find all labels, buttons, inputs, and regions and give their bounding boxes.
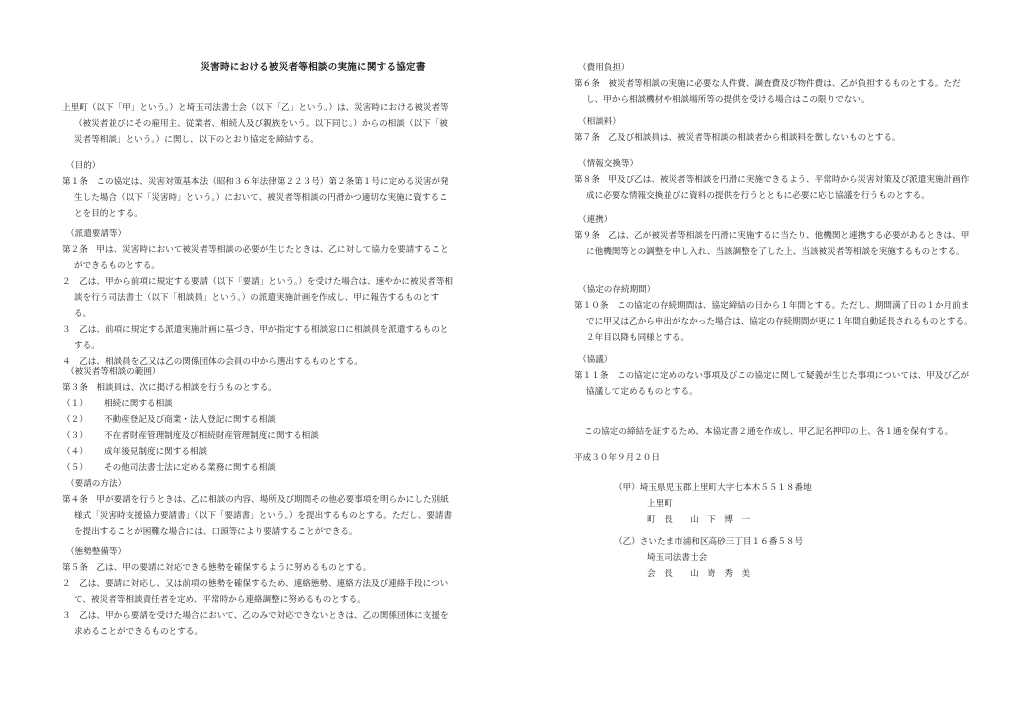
article-3-item: （３） 不在者財産管理制度及び相続財産管理制度に関する相談 — [62, 431, 319, 441]
article-5-para-1: 第５条 乙は、甲の要請に対応できる態勢を確保するように努めるものとする。 — [62, 563, 372, 573]
article-9 — [574, 212, 974, 260]
article-8 — [574, 156, 974, 204]
article-5 — [62, 544, 454, 640]
article-10-para-1: 第１０条 この協定の存続期間は、協定締結の日から１年間とする。ただし、期間満了日の１か月前までに甲又は乙から申出がなかった場合は、協定の存続期間が更に１年間自動延長されるものとする。２年目以降も同様とする。 — [574, 301, 973, 343]
article-4-para-1: 第４条 甲が要請を行うときは、乙に相談の内容、場所及び期間その他必要事項を明らかにした別紙様式「災害時支援協力要請書」（以下「要請書」という。）を提出するものとする。ただし、要請書を提出することが困難な場合には、口頭等により要請することができる。 — [62, 495, 453, 537]
article-11 — [574, 352, 974, 400]
article-10-heading: （協定の存続期間） — [578, 285, 656, 295]
article-7-heading: （相談料） — [578, 117, 621, 127]
party-b-address: （乙）さいたま市浦和区高砂三丁目１６番５８号 — [614, 537, 804, 547]
article-10 — [574, 282, 974, 346]
article-4 — [62, 476, 454, 540]
article-3-item: （５） その他司法書士法に定める業務に関する相談 — [62, 463, 276, 473]
closing-statement: この協定の締結を証するため、本協定書２通を作成し、甲乙記名押印の上、各１通を保有する。 — [584, 427, 954, 437]
article-2-para-3: ３ 乙は、前項に規定する派遣実施計画に基づき、甲が指定する相談窓口に相談員を派遣するものとする。 — [62, 325, 449, 351]
article-3-item: （２） 不動産登記及び商業・法人登記に関する相談 — [62, 415, 276, 425]
article-5-heading: （態勢整備等） — [66, 547, 127, 557]
article-5-para-3: ３ 乙は、甲から要請を受けた場合において、乙のみで対応できないときは、乙の関係団体に支援を求めることができるものとする。 — [62, 611, 449, 637]
article-1-para-1: 第１条 この協定は、災害対策基本法（昭和３６年法律第２２３号）第２条第１号に定める災害が発生した場合（以下「災害時」という。）において、被災者等相談の円滑かつ適切な実施に資することを目的とする。 — [62, 177, 449, 219]
article-1-heading: （目的） — [66, 161, 101, 171]
article-2-heading: （派遣要請等） — [66, 229, 127, 239]
article-2-para-2: ２ 乙は、甲から前項に規定する要請（以下「要請」という。）を受けた場合は、速やかに被災者等相談を行う司法書士（以下「相談員」という。）の派遣実施計画を作成し、甲に報告するものとする。 — [62, 277, 454, 319]
article-11-heading: （協議） — [578, 355, 613, 365]
party-a-org: 上里町 — [647, 499, 673, 509]
party-a — [614, 480, 974, 528]
article-1 — [62, 158, 454, 222]
preamble: 上里町（以下「甲」という。）と埼玉司法書士会（以下「乙」という。）は、災害時における被災者等（被災者並びにその雇用主、従業者、相続人及び親族をいう。以下同じ。）からの相談（以下「被災者等相談」という。）に関し、以下のとおり協定を締結する。 — [62, 103, 449, 145]
article-6 — [574, 60, 974, 108]
article-9-heading: （連携） — [578, 215, 613, 225]
article-2-para-4: ４ 乙は、相談員を乙又は乙の関係団体の会員の中から選出するものとする。 — [62, 357, 363, 367]
article-8-heading: （情報交換等） — [578, 159, 639, 169]
party-b — [614, 534, 974, 582]
party-a-representative: 町 長 山 下 博 一 — [647, 515, 751, 525]
party-a-address: （甲）埼玉県児玉郡上里町大字七本木５５１８番地 — [614, 483, 812, 493]
document-title: 災害時における被災者等相談の実施に関する協定書 — [200, 62, 426, 73]
article-11-para-1: 第１１条 この協定に定めのない事項及びこの協定に関して疑義が生じた事項については、甲及び乙が協議して定めるものとする。 — [574, 371, 970, 397]
article-5-para-2: ２ 乙は、要請に対応し、又は前項の態勢を確保するため、連絡態勢、連絡方法及び連絡手段について、被災者等相談責任者を定め、平常時から連絡調整に努めるものとする。 — [62, 579, 449, 605]
article-7 — [574, 114, 974, 146]
article-7-para-1: 第７条 乙及び相談員は、被災者等相談の相談者から相談料を徴しないものとする。 — [574, 133, 901, 143]
party-b-org: 埼玉司法書士会 — [647, 553, 708, 563]
article-3-item: （１） 相続に関する相談 — [62, 399, 173, 409]
article-4-heading: （要請の方法） — [66, 479, 127, 489]
article-3-intro: 第３条 相談員は、次に掲げる相談を行うものとする。 — [62, 383, 277, 393]
article-3 — [62, 364, 454, 476]
article-6-para-1: 第６条 被災者等相談の実施に必要な人件費、調査費及び物件費は、乙が負担するものとする。ただし、甲から相談機材や相談場所等の提供を受ける場合はこの限りでない。 — [574, 79, 961, 105]
article-9-para-1: 第９条 乙は、乙が被災者等相談を円滑に実施するに当たり、他機関と連携する必要があるときは、甲に他機関等との調整を申し入れ、当該調整を了した上、当該被災者等相談を実施するものとする。 — [574, 231, 970, 257]
article-2-para-1: 第２条 甲は、災害時において被災者等相談の必要が生じたときは、乙に対して協力を要請することができるものとする。 — [62, 245, 449, 271]
party-b-representative: 会 長 山 嵜 秀 美 — [647, 569, 751, 579]
article-2 — [62, 226, 454, 370]
article-3-item: （４） 成年後見制度に関する相談 — [62, 447, 208, 457]
article-3-heading: （被災者等相談の範囲） — [66, 367, 161, 377]
article-8-para-1: 第８条 甲及び乙は、被災者等相談を円滑に実施できるよう、平常時から災害対策及び派遣実施計画作成に必要な情報交換並びに資料の提供を行うとともに必要に応じ協議を行うものとする。 — [574, 175, 970, 201]
article-6-heading: （費用負担） — [578, 63, 630, 73]
signing-date: 平成３０年９月２０日 — [574, 453, 660, 463]
